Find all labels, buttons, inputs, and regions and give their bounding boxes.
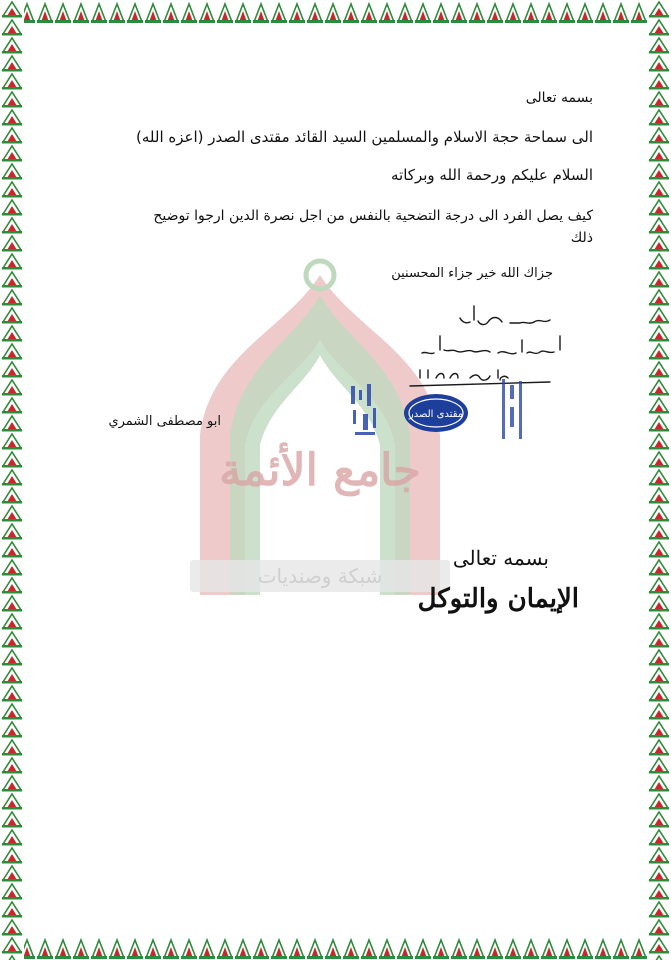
stamp-left bbox=[345, 380, 385, 442]
watermark-title: جامع الأئمة bbox=[219, 445, 421, 496]
decorative-border-bottom bbox=[0, 936, 671, 960]
decorative-border-right bbox=[647, 0, 671, 960]
letter-opening: بسمه تعالى bbox=[525, 90, 593, 106]
seal-text: مقتدى الصدر bbox=[408, 409, 464, 420]
official-seal bbox=[402, 392, 470, 434]
letter-addressee: الى سماحة حجة الاسلام والمسلمين السيد القائد مقتدى الصدر (اعزه الله) bbox=[136, 128, 593, 146]
letter-question-continuation: ذلك bbox=[570, 230, 593, 246]
letter-question: كيف يصل الفرد الى درجة التضحية بالنفس من اجل نصرة الدين ارجوا توضيح bbox=[153, 208, 593, 224]
stamp-right bbox=[498, 375, 528, 445]
handwritten-reply bbox=[390, 298, 580, 393]
decorative-border-left bbox=[0, 0, 24, 960]
sender-name: ابو مصطفى الشمري bbox=[108, 414, 221, 429]
watermark-subtitle: شبكة وصنديات bbox=[257, 564, 383, 588]
letter-thanks: جزاك الله خير جزاء المحسنين bbox=[391, 266, 553, 281]
reply-answer: الإيمان والتوكل bbox=[417, 584, 579, 614]
decorative-border-top bbox=[0, 0, 671, 24]
reply-opening: بسمه تعالى bbox=[452, 546, 549, 570]
letter-greeting: السلام عليكم ورحمة الله وبركاته bbox=[391, 166, 593, 184]
